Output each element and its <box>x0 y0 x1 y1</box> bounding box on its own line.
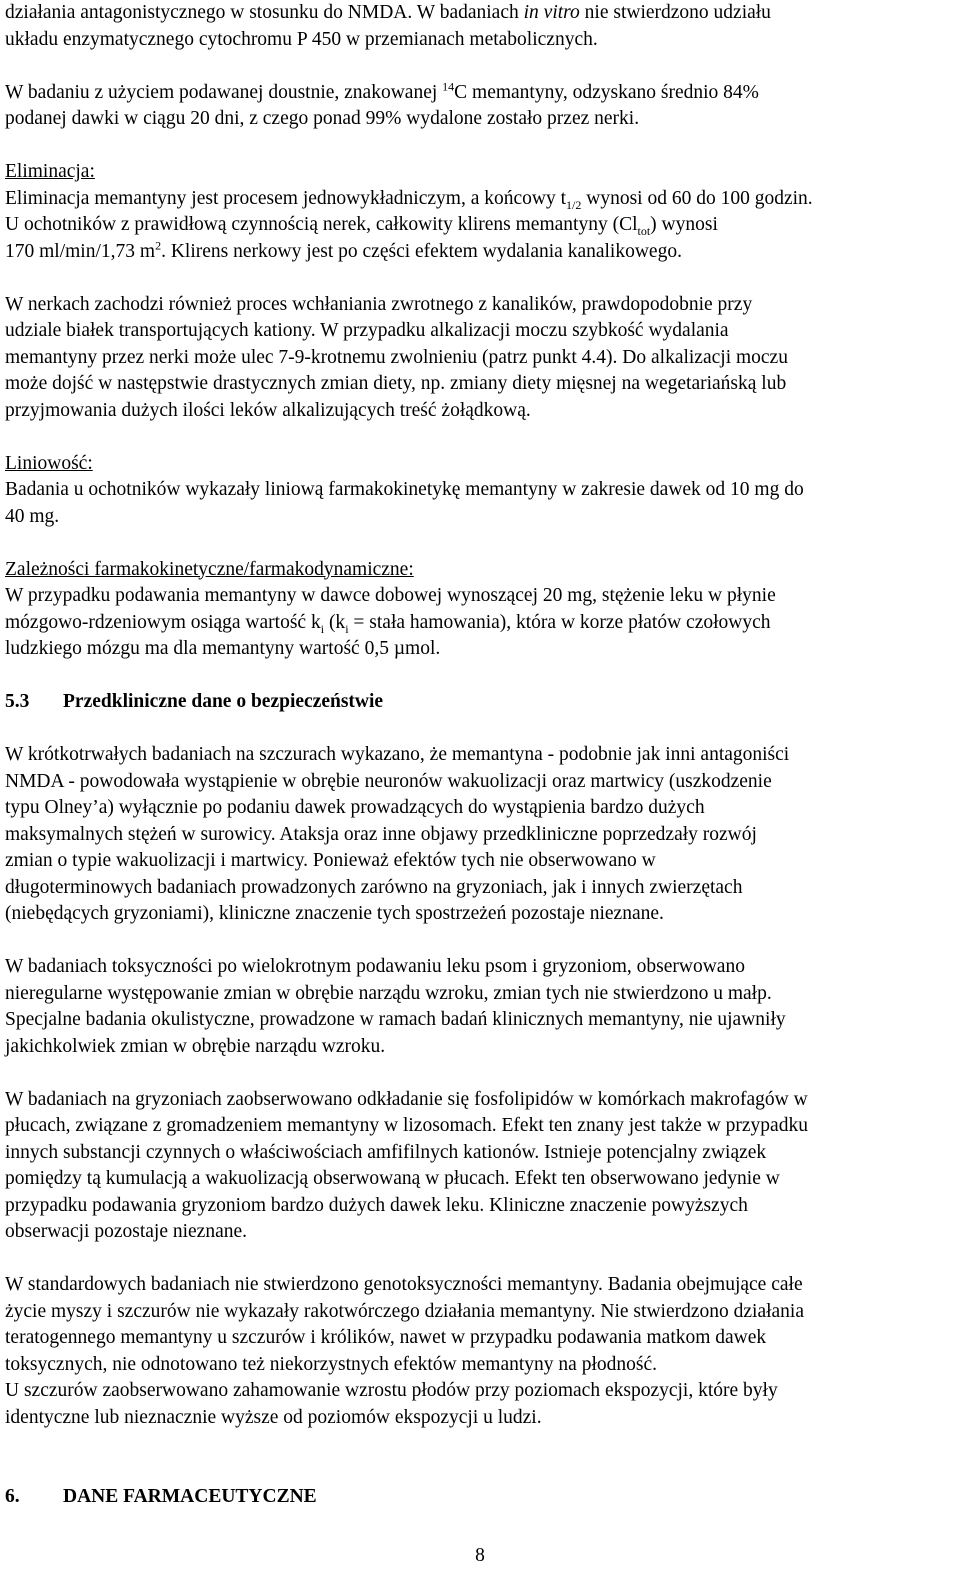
paragraph-genotoxicity: W standardowych badaniach nie stwierdzono genotoksyczności memantyny. Badania obejmujące całe życie myszy i szczurów nie wykazały rakotwórczego działania memantyny. Nie stwierdzono działania teratogennego memantyny u szczurów i królików, nawet w przypadku podawania matkom dawek toksycznych, nie odnotowano też niekorzystnych efektów memantyny na płodność. U szczurów zaobserwowano zahamowanie wzrostu płodów przy poziomach ekspozycji, które były identyczne lub nieznacznie wyższe od poziomów ekspozycji u ludzi. <box>5 1274 804 1428</box>
paragraph-phospholipidosis: W badaniach na gryzoniach zaobserwowano odkładanie się fosfolipidów w komórkach makrofagów w płucach, związane z gromadzeniem memantyny w lizosomach. Efekt ten znany jest także w przypadku innych substancji czynnych o właściwościach amfifilnych kationów. Istnieje potencjalny związek pomiędzy tą kumulacją a wakuolizacją obserwowaną w płucach. Efekt ten obserwowano jedynie w przypadku podawania gryzoniom bardzo dużych dawek leku. Kliniczne znaczenie powyższych obserwacji pozostaje nieznane. <box>5 1088 808 1242</box>
paragraph-linearity: Liniowość: Badania u ochotników wykazały liniową farmakokinetykę memantyny w zakresie dawek od 10 mg do 40 mg. <box>5 452 804 527</box>
section-heading-5-3 <box>5 689 955 716</box>
paragraph-excretion: W badaniu z użyciem podawanej doustnie, znakowanej $^{14}$C memantyny, odzyskano średnio 84% podanej dawki w ciągu 20 dni, z czego ponad 99% wydalone zostało przez nerki. <box>5 79 759 129</box>
paragraph-metabolism-cont: działania antagonistycznego w stosunku do NMDA. W badaniach in vitro nie stwierdzono udziału układu enzymatycznego cytochromu P 450 w przemianach metabolicznych. <box>5 2 771 50</box>
page-content <box>5 0 955 1431</box>
heading-linearity: Liniowość: <box>5 452 93 474</box>
paragraph-reabsorption: W nerkach zachodzi również proces wchłaniania zwrotnego z kanalików, prawdopodobnie przy udziale białek transportujących kationy. W przypadku alkalizacji moczu szybkość wydalania memantyny przez nerki może ulec 7-9-krotnemu zwolnieniu (patrz punkt 4.4). Do alkalizacji moczu może dojść w następstwie drastycznych zmian diety, np. zmiany diety mięsnej na wegetariańską lub przyjmowania dużych ilości leków alkalizujących treść żołądkową. <box>5 293 788 421</box>
paragraph-neurotoxicity: W krótkotrwałych badaniach na szczurach wykazano, że memantyna - podobnie jak inni antagoniści NMDA - powodowała wystąpienie w obrębie neuronów wakuolizacji oraz martwicy (uszkodzenie typu Olney’a) wyłącznie po podaniu dawek prowadzących do wystąpienia bardzo dużych maksymalnych stężeń w surowicy. Ataksja oraz inne objawy przedkliniczne poprzedzały rozwój zmian o typie wakuolizacji i martwicy. Ponieważ efektów tych nie obserwowano w długoterminowych badaniach prowadzonych zarówno na gryzoniach, jak i innych zwierzętach (niebędących gryzoniami), kliniczne znaczenie tych spostrzeżeń pozostaje nieznane. <box>5 744 790 924</box>
section-number: 6. <box>5 1486 20 1507</box>
section-heading-6 <box>5 1484 317 1511</box>
section-number: 5.3 <box>5 691 30 712</box>
in-vitro-term: in vitro <box>523 2 580 23</box>
paragraph-pk-pd: Zależności farmakokinetyczne/farmakodynamiczne: W przypadku podawania memantyny w dawce dobowej wynoszącej 20 mg, stężenie leku w płynie mózgowo-rdzeniowym osiąga wartość $k_i$ ($k_i$ = stała hamowania), która w korze płatów czołowych ludzkiego mózgu ma dla memantyny wartość 0,5 µmol. <box>5 558 776 659</box>
section-title: Przedkliniczne dane o bezpieczeństwie <box>63 691 384 712</box>
heading-elimination: Eliminacja: <box>5 161 95 182</box>
heading-pk-pd: Zależności farmakokinetyczne/farmakodynamiczne: <box>5 558 414 580</box>
paragraph-elimination: Eliminacja: Eliminacja memantyny jest procesem jednowykładniczym, a końcowy $t_{1/2}$ wynosi od 60 do 100 godzin. U ochotników z prawidłową czynnością nerek, całkowity klirens memantyny $(Cl_{tot})$ wynosi 170 ml/min/1,73 $m^2$. Klirens nerkowy jest po części efektem wydalania kanalikowego. <box>5 161 813 262</box>
page-number: 8 <box>475 1545 485 1566</box>
section-title: DANE FARMACEUTYCZNE <box>63 1486 317 1507</box>
paragraph-ocular-toxicity: W badaniach toksyczności po wielokrotnym podawaniu leku psom i gryzoniom, obserwowano nieregularne występowanie zmian w obrębie narządu wzroku, zmian tych nie stwierdzono u małp. Specjalne badania okulistyczne, prowadzone w ramach badań klinicznych memantyny, nie ujawniły jakichkolwiek zmian w obrębie narządu wzroku. <box>5 956 786 1057</box>
